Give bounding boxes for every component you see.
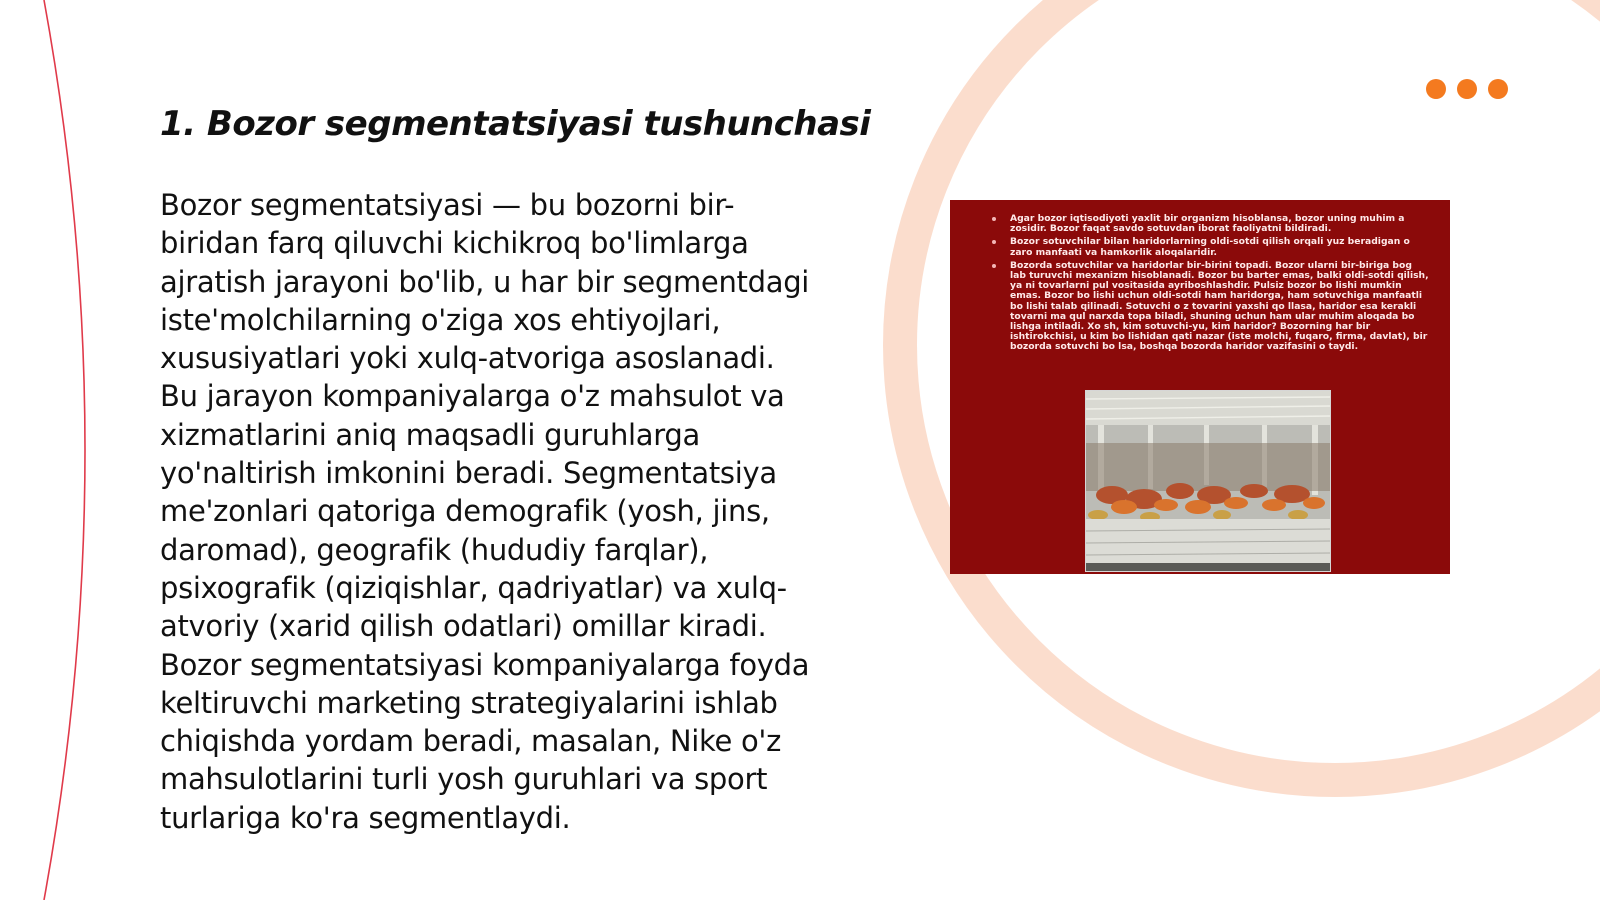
- embedded-slide-image: [950, 200, 1450, 574]
- dot-icon: [1488, 79, 1508, 99]
- slide-body-text: Bozor segmentatsiyasi — bu bozorni bir-biridan farq qiluvchi kichikroq bo'limlarga ajratish jarayoni bo'lib, u har bir segmentdagi iste'molchilarning o'ziga xos ehtiyojlari, xususiyatlari yoki xulq-atvoriga asoslanadi. Bu jarayon kompaniyalarga o'z mahsulot va xizmatlarini aniq maqsadli guruhlarga yo'naltirish imkonini beradi. Segmentatsiya me'zonlari qatoriga demografik (yosh, jins, daromad), geografik (hududiy farqlar), psixografik (qiziqishlar, qadriyatlar) va xulq-atvoriy (xarid qilish odatlari) omillar kiradi. Bozor segmentatsiyasi kompaniyalarga foyda keltiruvchi marketing strategiyalarini ishlab chiqishda yordam beradi, masalan, Nike o'z mahsulotlarini turli yosh guruhlari va sport turlariga ko'ra segmentlaydi.: [160, 188, 810, 835]
- dot-icon: [1426, 79, 1446, 99]
- image-bullet: Bozor sotuvchilar bilan haridorlarning oldi-sotdi qilish orqali yuz beradigan o zaro manfaati va hamkorlik aloqalaridir.: [1010, 237, 1430, 257]
- more-dots-icon: [1426, 79, 1508, 99]
- image-bullet: Agar bozor iqtisodiyoti yaxlit bir organizm hisoblansa, bozor uning muhim a zosidir. Bozor faqat savdo sotuvdan iborat faoliyatni bildiradi.: [1010, 214, 1430, 234]
- decorative-curved-line: [44, 0, 85, 900]
- dot-icon: [1457, 79, 1477, 99]
- market-photo: [1085, 390, 1331, 572]
- image-bullet-list: [950, 200, 1450, 353]
- image-bullet: Bozorda sotuvchilar va haridorlar bir-birini topadi. Bozor ularni bir-biriga bog lab turuvchi mexanizm hisoblanadi. Bozor bu barter emas, balki oldi-sotdi qilish, ya ni tovarlarni pul vositasida ayriboshlashdir. Pulsiz bozor bo lishi mumkin emas. Bozor bo lishi uchun oldi-sotdi ham haridorga, ham sotuvchiga manfaatli bo lishi talab qilinadi. Sotuvchi o z tovarini yaxshi qo llasa, haridor esa kerakli tovarni ma qul narxda topa biladi, shuning uchun ham ular muhim aloqada bo lishga intiladi. Xo sh, kim sotuvchi-yu, kim haridor? Bozorning har bir ishtirokchisi, u kim bo lishidan qati nazar (iste molchi, fuqaro, firma, davlat), bir bozorda sotuvchi bo lsa, boshqa bozorda haridor vazifasini o taydi.: [1010, 259, 1429, 353]
- slide-title: 1. Bozor segmentatsiyasi tushunchasi: [160, 104, 871, 144]
